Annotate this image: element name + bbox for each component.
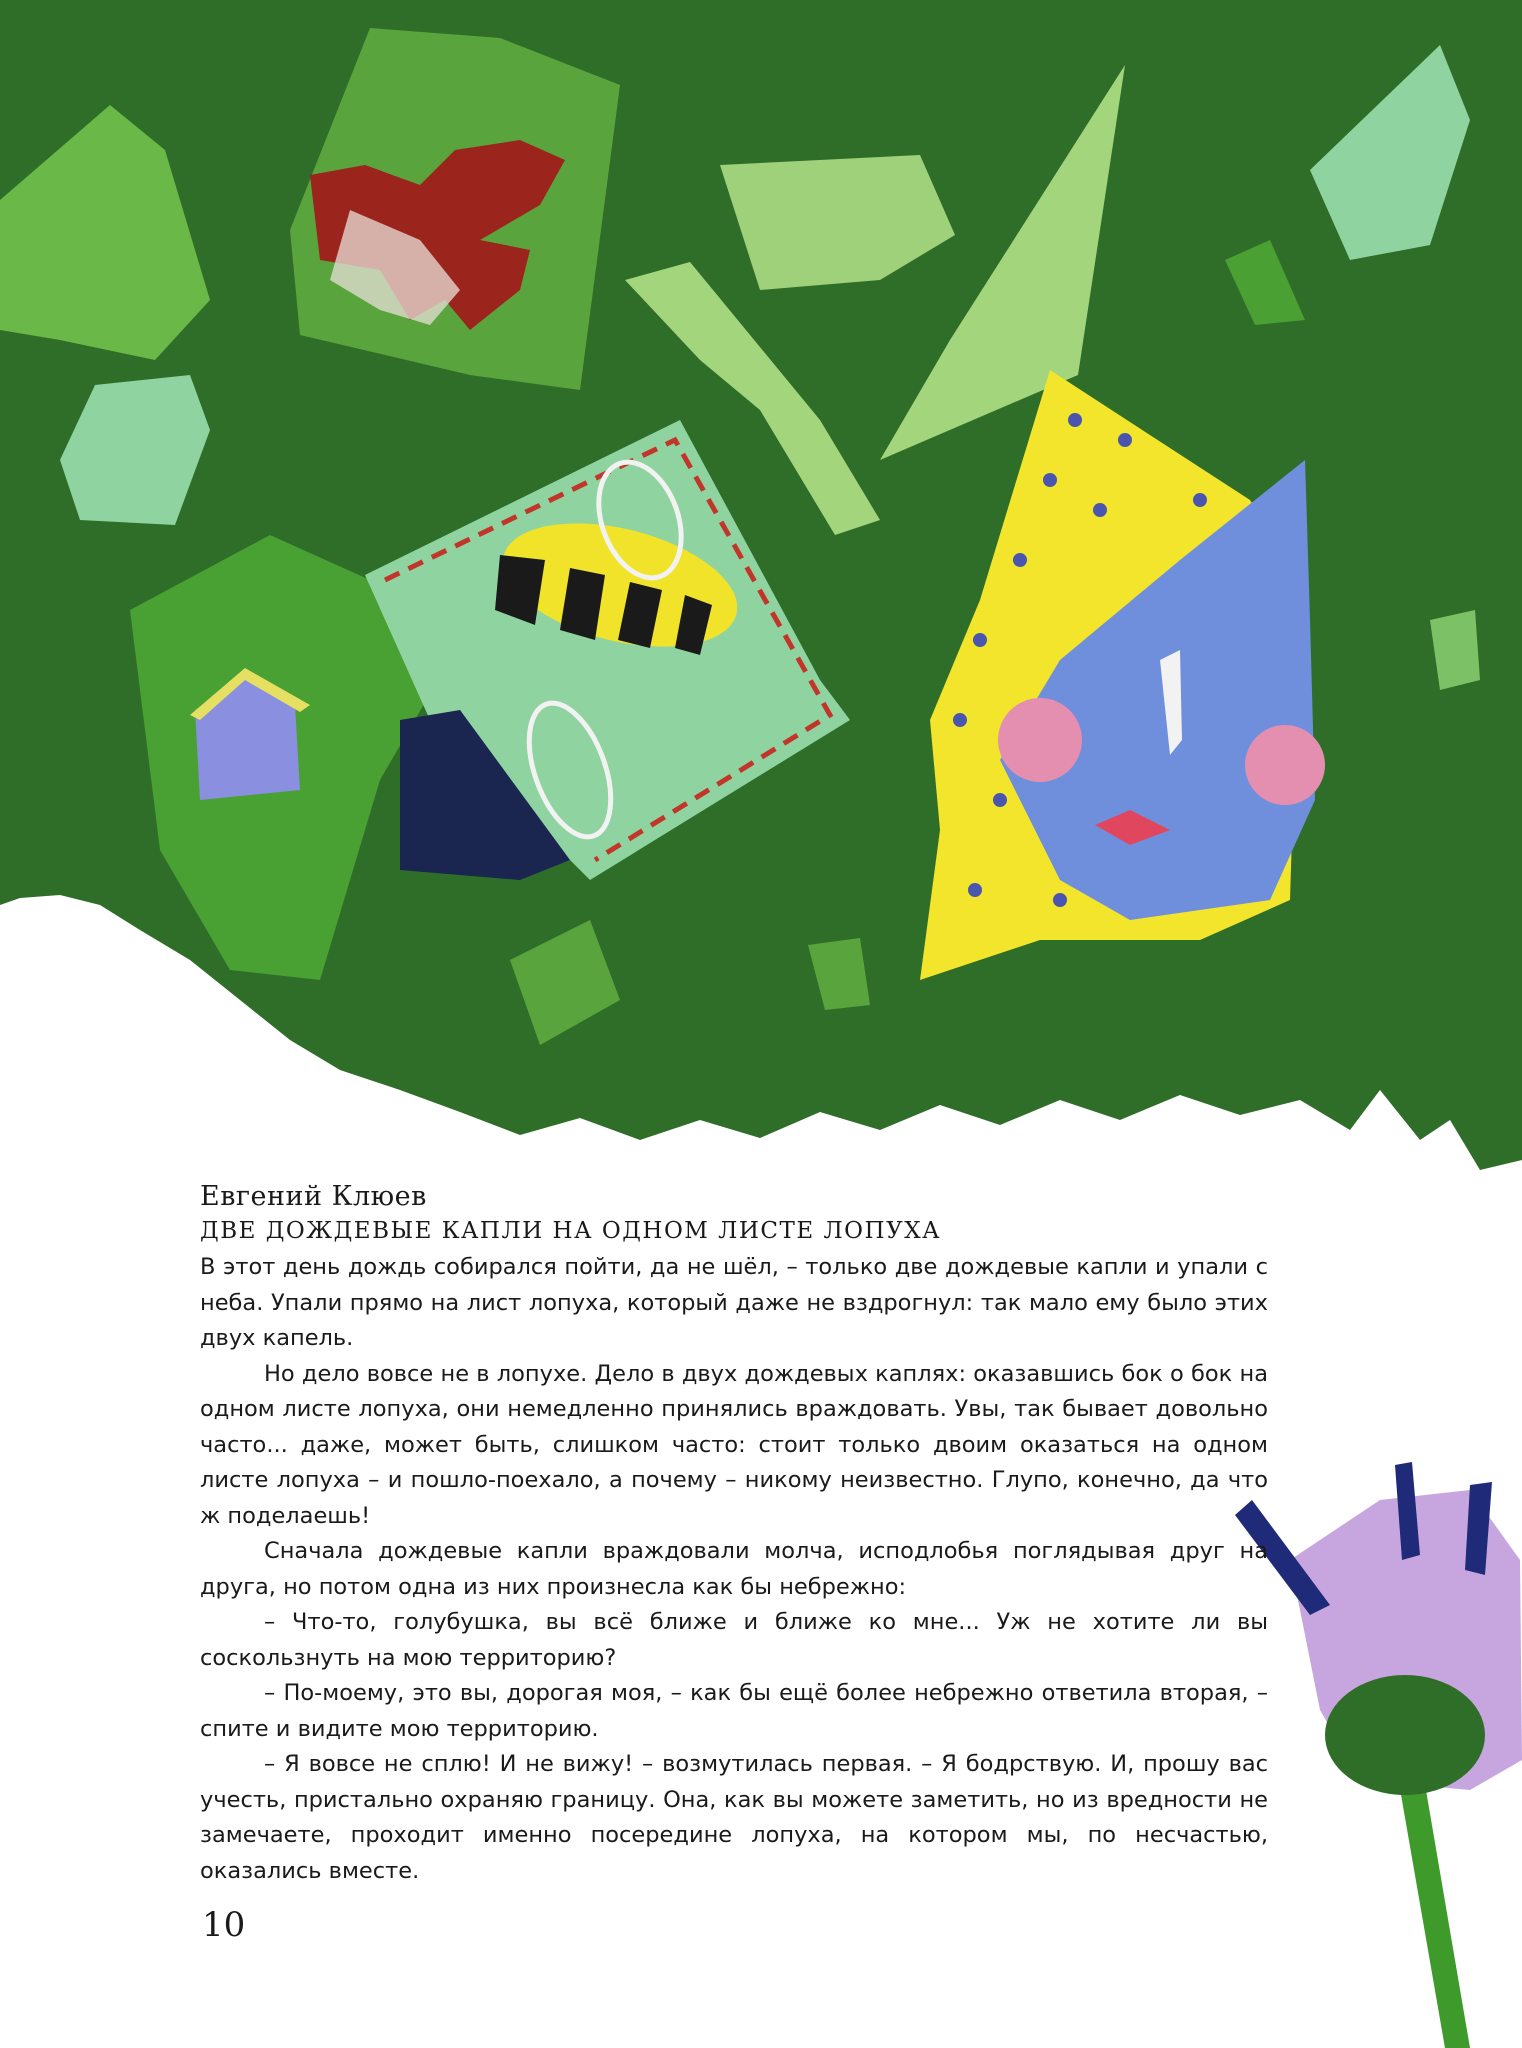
paragraph: – Что-то, голубушка, вы всё ближе и ближе ко мне... Уж не хотите ли вы соскользнуть на мою территорию? [200,1609,1268,1671]
paragraph: Но дело вовсе не в лопухе. Дело в двух дождевых каплях: оказавшись бок о бок на одном листе лопуха, они немедленно принялись враждовать. Увы, так бывает довольно часто... даже, может быть, слишком часто: стоит только двоим оказаться на одном листе лопуха – и пошло-поехало, а почему – никому неизвестно. Глупо, конечно, да что ж поделаешь! [200,1360,1268,1529]
flower-leaf [1325,1675,1485,1795]
paragraph: Сначала дождевые капли враждовали молча, исподлобья поглядывая друг на друга, но потом одна из них произнесла как бы небрежно: [200,1538,1268,1600]
flower-icon [1235,1462,1522,2048]
flower-stem [1395,1755,1470,2048]
paragraph: – По-моему, это вы, дорогая моя, – как бы ещё более небрежно ответила вторая, – спите и видите мою территорию. [200,1680,1268,1742]
story-text-block [200,1180,1268,1889]
paragraph: В этот день дождь собирался пойти, да не шёл, – только две дождевые капли и упали с неба. Упали прямо на лист лопуха, который даже не вздрогнул: так мало ему было этих двух капель. [200,1254,1268,1351]
story-title: ДВЕ ДОЖДЕВЫЕ КАПЛИ НА ОДНОМ ЛИСТЕ ЛОПУХА [200,1218,941,1244]
paragraph: – Я вовсе не сплю! И не вижу! – возмутилась первая. – Я бодрствую. И, прошу вас учесть, пристально охраняю границу. Она, как вы можете заметить, но из вредности не замечаете, проходит именно посередине лопуха, на котором мы, по несчастью, оказались вместе. [200,1751,1268,1884]
author-name: Евгений Клюев [200,1181,427,1212]
page-number: 10 [202,1905,246,1945]
